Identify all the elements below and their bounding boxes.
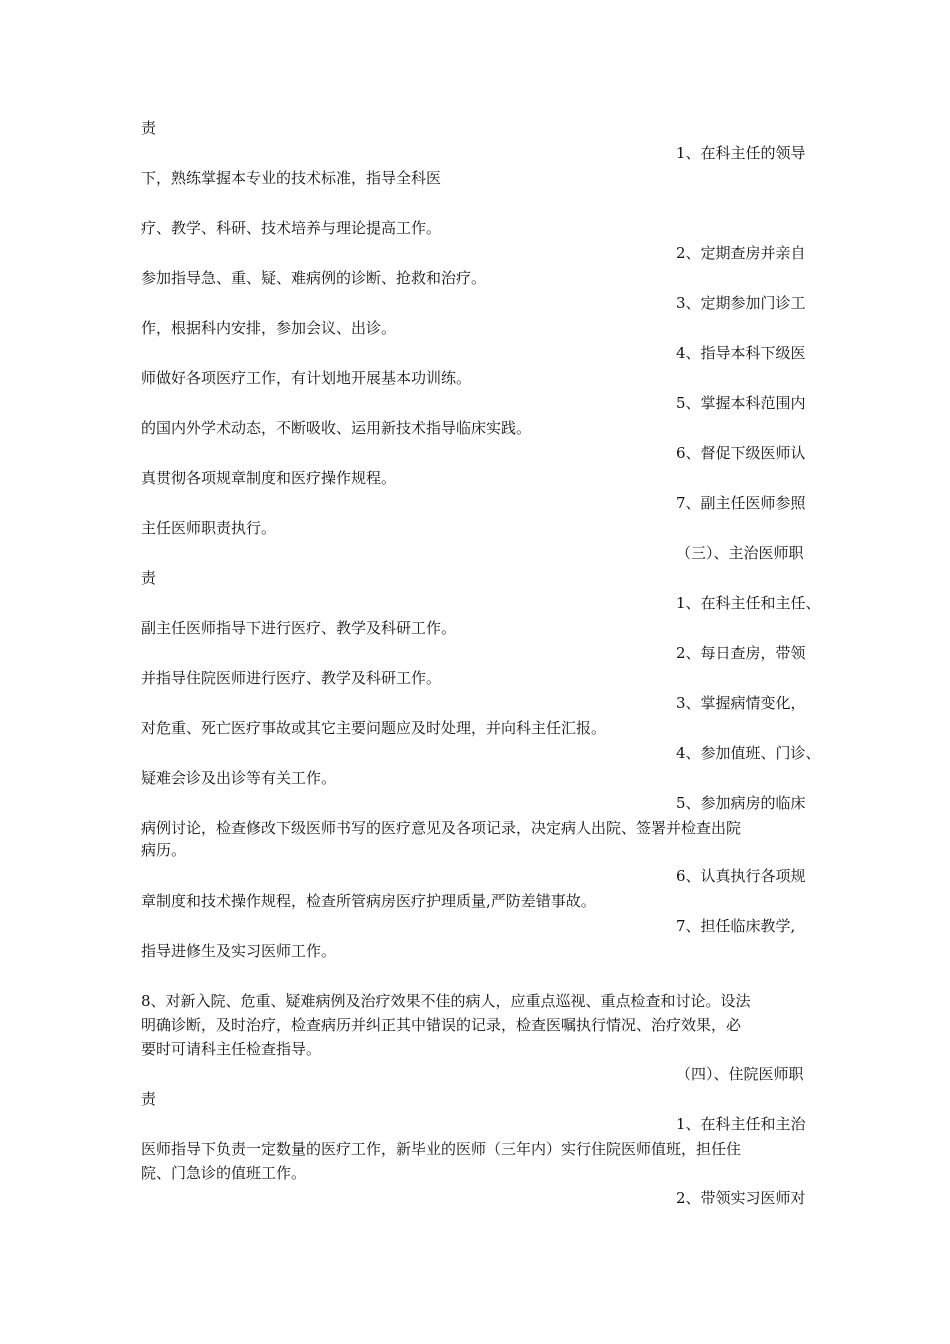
text-line: 7、担任临床教学,: [676, 917, 796, 935]
text-line: 2、每日查房，带领: [676, 644, 806, 662]
text-line: 真贯彻各项规章制度和医疗操作规程。: [141, 469, 397, 487]
text-line: 4、指导本科下级医: [676, 344, 806, 362]
text-line: 疗、教学、科研、技术培养与理论提高工作。: [141, 219, 442, 237]
text-line: 指导进修生及实习医师工作。: [141, 942, 337, 960]
section-heading: 责: [141, 569, 157, 587]
text-line: 要时可请科主任检查指导。: [141, 1040, 322, 1058]
text-line: 并指导住院医师进行医疗、教学及科研工作。: [141, 669, 442, 687]
text-line: 病历。: [141, 841, 187, 859]
section-heading: 责: [141, 1090, 157, 1108]
text-line: 副主任医师指导下进行医疗、教学及科研工作。: [141, 619, 457, 637]
text-line: 作，根据科内安排，参加会议、出诊。: [141, 319, 397, 337]
text-line: 下，熟练掌握本专业的技术标准，指导全科医: [141, 169, 442, 187]
text-line: 责: [141, 119, 157, 137]
section-heading: （三）、主治医师职: [676, 544, 804, 562]
text-line: 1、在科主任和主治: [676, 1115, 806, 1133]
text-line: 病例讨论，检查修改下级医师书写的医疗意见及各项记录，决定病人出院、签署并检查出院: [141, 819, 742, 837]
text-line: 1、在科主任和主任、: [676, 594, 821, 612]
text-line: 7、副主任医师参照: [676, 494, 806, 512]
text-line: 主任医师职责执行。: [141, 519, 277, 537]
text-line: 2、定期查房并亲自: [676, 244, 806, 262]
text-line: 对危重、死亡医疗事故或其它主要问题应及时处理，并向科主任汇报。: [141, 719, 607, 737]
text-line: 5、参加病房的临床: [676, 794, 806, 812]
text-line: 章制度和技术操作规程，检查所管病房医疗护理质量,严防差错事故。: [141, 892, 596, 910]
text-line: 5、掌握本科范围内: [676, 394, 806, 412]
text-line: 6、督促下级医师认: [676, 444, 806, 462]
text-line: 参加指导急、重、疑、难病例的诊断、抢救和治疗。: [141, 269, 487, 287]
text-line: 4、参加值班、门诊、: [676, 744, 821, 762]
section-heading: （四）、住院医师职: [676, 1065, 804, 1083]
text-line: 疑难会诊及出诊等有关工作。: [141, 769, 337, 787]
text-line: 2、带领实习医师对: [676, 1189, 806, 1207]
text-line: 3、掌握病情变化，: [676, 694, 806, 712]
text-line: 6、认真执行各项规: [676, 867, 806, 885]
text-line: 的国内外学术动态，不断吸收、运用新技术指导临床实践。: [141, 419, 532, 437]
text-line: 3、定期参加门诊工: [676, 294, 806, 312]
text-line: 8、对新入院、危重、疑难病例及治疗效果不佳的病人，应重点巡视、重点检查和讨论。设法: [141, 992, 751, 1010]
text-line: 1、在科主任的领导: [676, 144, 806, 162]
text-line: 医师指导下负责一定数量的医疗工作，新毕业的医师（三年内）实行住院医师值班，担任住: [141, 1140, 742, 1158]
text-line: 师做好各项医疗工作，有计划地开展基本功训练。: [141, 369, 472, 387]
text-line: 明确诊断，及时治疗，检查病历并纠正其中错误的记录，检查医嘱执行情况、治疗效果，必: [141, 1016, 742, 1034]
text-line: 院、门急诊的值班工作。: [141, 1164, 307, 1182]
